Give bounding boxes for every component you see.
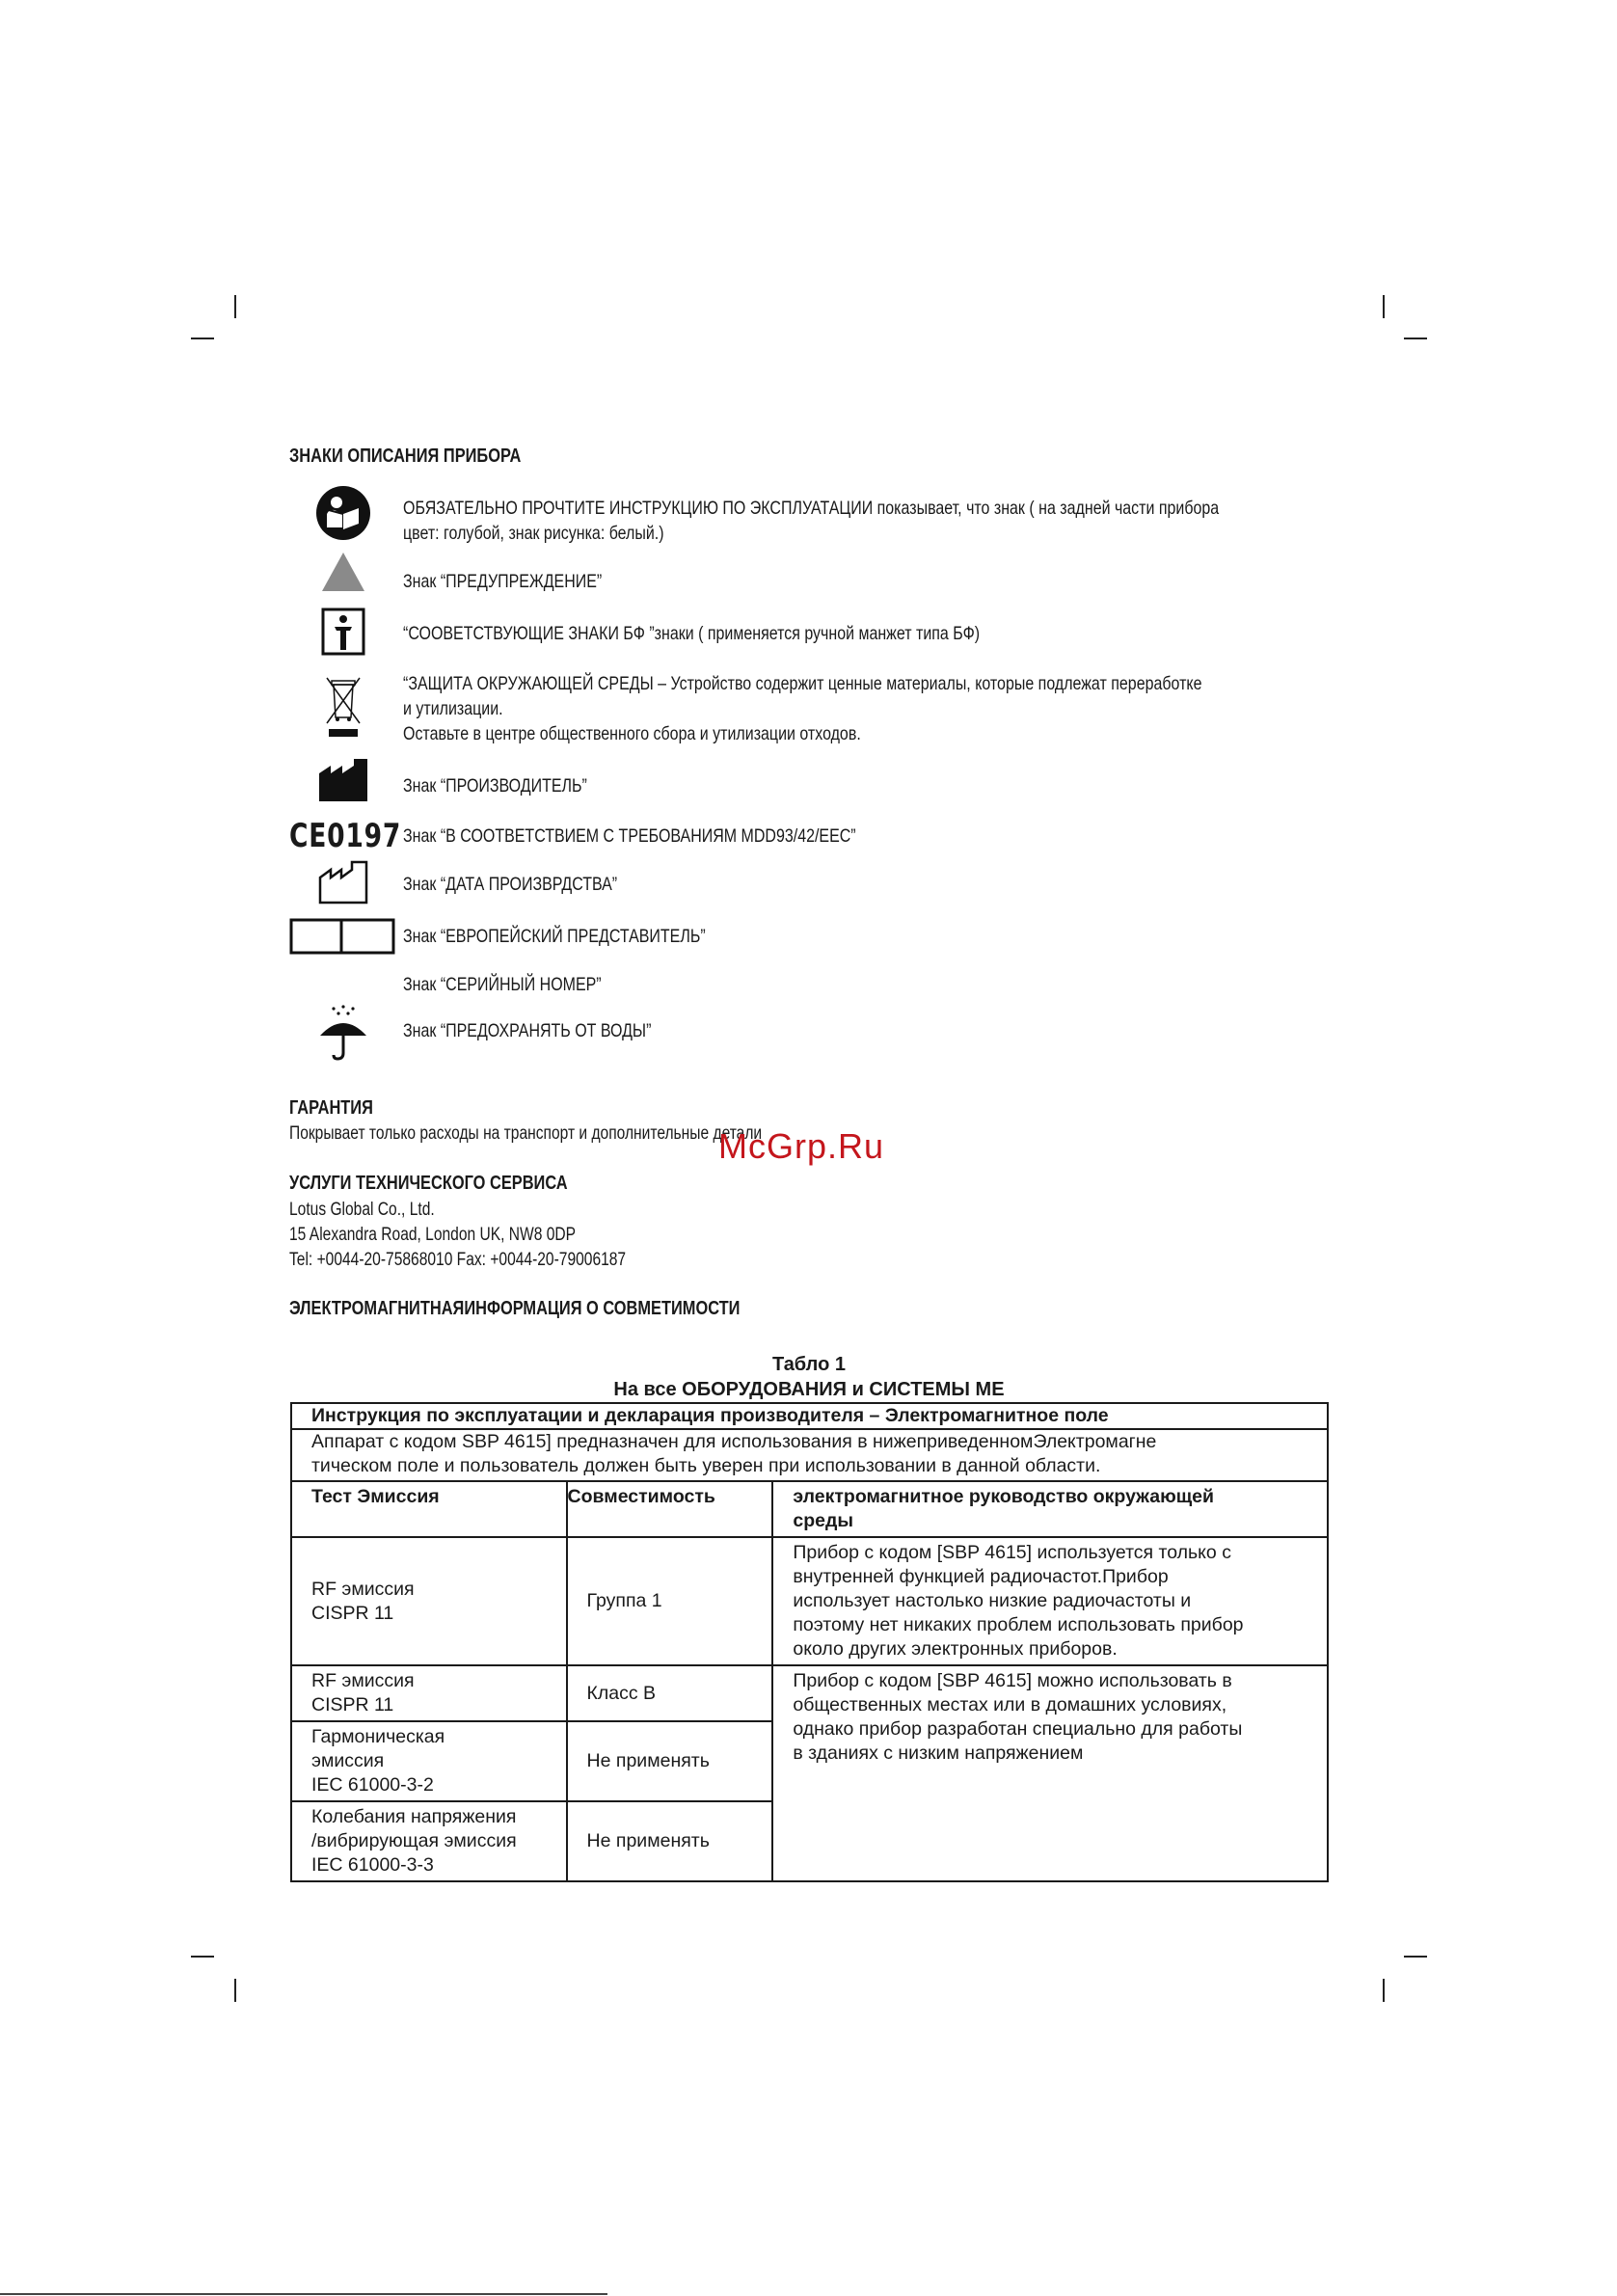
symbol-text: Знак “СЕРИЙНЫЙ НОМЕР” [403, 974, 602, 995]
col-header: Совместимость [567, 1481, 773, 1537]
cell-text: Класс B [567, 1665, 773, 1721]
service-heading: УСЛУГИ ТЕХНИЧЕСКОГО СЕРВИСА [289, 1173, 568, 1194]
symbols-heading: ЗНАКИ ОПИСАНИЯ ПРИБОРА [289, 446, 522, 467]
cell-text: внутренней функцией радиочастот.Прибор [793, 1566, 1169, 1587]
crop-mark [1404, 1956, 1427, 1958]
service-phone: Tel: +0044-20-75868010 Fax: +0044-20-79006187 [289, 1250, 627, 1270]
cell-text: использует настолько низкие радиочастоты и [793, 1590, 1192, 1611]
symbol-text: Знак “ПРЕДУПРЕЖДЕНИЕ” [403, 571, 603, 592]
cell-text: Гармоническая [311, 1726, 445, 1747]
cell-text: /вибрирующая эмиссия [311, 1830, 517, 1851]
keep-dry-icon [289, 1005, 397, 1063]
manufacturer-icon [289, 756, 397, 804]
symbol-text: “СООВЕТСТВУЮЩИЕ ЗНАКИ БФ ”знаки ( применяется ручной манжет типа БФ) [403, 623, 981, 644]
symbol-text: Знак “ПРЕДОХРАНЯТЬ ОТ ВОДЫ” [403, 1020, 652, 1041]
symbol-row-manual [289, 484, 1331, 542]
table-header: Инструкция по эксплуатации и декларация производителя – Электромагнитное поле [291, 1403, 1328, 1429]
weee-bin-icon [289, 669, 397, 744]
crop-mark [234, 1979, 236, 2002]
cell-text: Прибор с кодом [SBP 4615] используется только с [793, 1542, 1231, 1563]
warranty-text: Покрывает только расходы на транспорт и дополнительные детали [289, 1123, 763, 1144]
cell-text: поэтому нет никаких проблем использовать прибор [793, 1614, 1244, 1635]
warranty-heading: ГАРАНТИЯ [289, 1097, 373, 1119]
manual-icon [289, 484, 397, 542]
cell-text: однако прибор разработан специально для работы [793, 1718, 1243, 1740]
symbol-row-keep-dry [289, 1005, 1331, 1063]
symbol-text: Оставьте в центре общественного сбора и утилизации отходов. [403, 723, 861, 744]
ce-mark-icon: CE0197 [289, 817, 402, 855]
symbol-text: ОБЯЗАТЕЛЬНО ПРОЧТИТЕ ИНСТРУКЦИЮ ПО ЭКСПЛУАТАЦИИ показывает, что знак ( на задней части прибора [403, 498, 1220, 519]
crop-mark [191, 338, 214, 339]
service-address: 15 Alexandra Road, London UK, NW8 0DP [289, 1225, 577, 1245]
symbol-text: Знак “ПРОИЗВОДИТЕЛЬ” [403, 775, 587, 797]
symbol-row-date [289, 858, 1331, 906]
table-intro-line: тическом поле и пользователь должен быть уверен при использовании в данной области. [311, 1455, 1101, 1476]
table-subtitle: На все ОБОРУДОВАНИЯ и СИСТЕМЫ МЕ [613, 1379, 1005, 1400]
table-row [291, 1481, 1328, 1537]
ec-rep-icon [289, 912, 397, 960]
cell-text: CISPR 11 [311, 1694, 394, 1715]
symbol-text: и утилизации. [403, 698, 503, 719]
page-edge-line [0, 2293, 607, 2295]
symbol-row-ec-rep [289, 912, 1331, 960]
cell-text: CISPR 11 [311, 1602, 394, 1624]
warning-triangle-icon [289, 548, 397, 596]
cell-text: IEC 61000-3-3 [311, 1854, 434, 1876]
emc-table [290, 1402, 1329, 1882]
symbol-row-type-bf [289, 608, 1331, 656]
symbol-row-ce [289, 812, 1331, 860]
table-row [291, 1665, 1328, 1721]
col-header: Тест Эмиссия [291, 1481, 567, 1537]
col-header: электромагнитное руководство окружающей [793, 1486, 1215, 1507]
manufacture-date-icon [289, 858, 397, 906]
symbol-text: Знак “ЕВРОПЕЙСКИЙ ПРЕДСТАВИТЕЛЬ” [403, 926, 706, 947]
symbol-row-manufacturer [289, 756, 1331, 804]
watermark: McGrp.Ru [718, 1126, 885, 1166]
cell-text: IEC 61000-3-2 [311, 1774, 434, 1796]
cell-text: Не применять [567, 1801, 773, 1881]
type-bf-icon [289, 608, 397, 656]
table-row [291, 1403, 1328, 1429]
symbol-text: Знак “В СООТВЕТСТВИЕМ С ТРЕБОВАНИЯМ MDD93/42/EEC” [403, 825, 856, 847]
col-header: среды [793, 1510, 853, 1531]
cell-text: около других электронных приборов. [793, 1638, 1118, 1660]
cell-text: Колебания напряжения [311, 1806, 517, 1827]
cell-text: общественных местах или в домашних условиях, [793, 1694, 1227, 1715]
table-intro-line: Аппарат с кодом SBP 4615] предназначен для использования в нижеприведенномЭлектромагне [311, 1431, 1157, 1452]
crop-mark [1404, 338, 1427, 339]
table-title: Табло 1 [771, 1354, 847, 1375]
crop-mark [234, 295, 236, 318]
emc-heading: ЭЛЕКТРОМАГНИТНАЯИНФОРМАЦИЯ О СОВМЕТИМОСТИ [289, 1298, 741, 1319]
symbol-text: цвет: голубой, знак рисунка: белый.) [403, 523, 664, 544]
cell-text: Прибор с кодом [SBP 4615] можно использовать в [793, 1670, 1232, 1691]
service-company: Lotus Global Co., Ltd. [289, 1200, 435, 1220]
cell-text: RF эмиссия [311, 1578, 415, 1600]
cell-text: RF эмиссия [311, 1670, 415, 1691]
symbol-row-weee [289, 669, 1331, 744]
table-row [291, 1537, 1328, 1665]
table-row [291, 1429, 1328, 1481]
cell-text: эмиссия [311, 1750, 385, 1771]
cell-text: Группа 1 [567, 1537, 773, 1665]
cell-text: в зданиях с низким напряжением [793, 1742, 1084, 1764]
crop-mark [191, 1956, 214, 1958]
crop-mark [1383, 1979, 1385, 2002]
cell-text: Не применять [567, 1721, 773, 1801]
symbol-row-warning [289, 548, 1331, 596]
crop-mark [1383, 295, 1385, 318]
symbol-text: Знак “ДАТА ПРОИЗВРДСТВА” [403, 874, 618, 895]
symbol-text: “ЗАЩИТА ОКРУЖАЮЩЕЙ СРЕДЫ – Устройство содержит ценные материалы, которые подлежат переработке [403, 673, 1202, 694]
